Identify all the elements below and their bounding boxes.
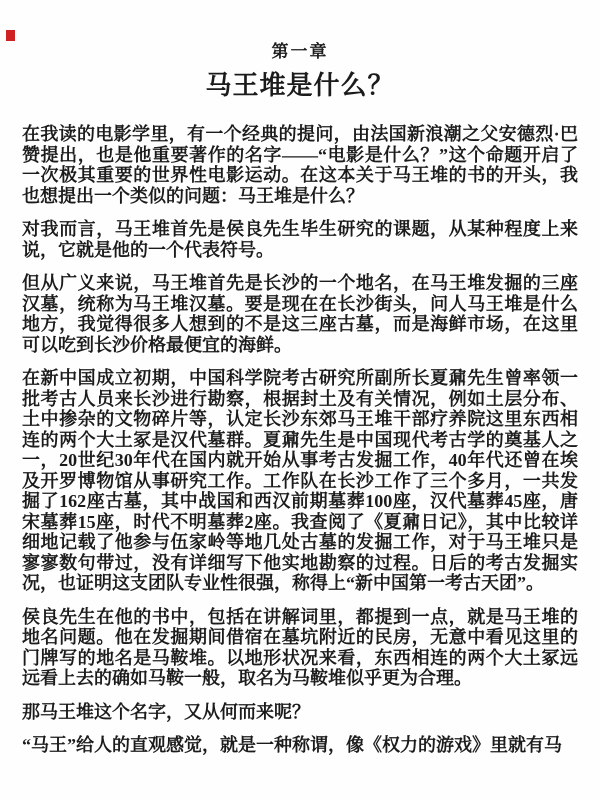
body-text-container bbox=[22, 124, 578, 756]
page-title: 马王堆是什么？ bbox=[205, 71, 395, 100]
red-bookmark-marker bbox=[6, 30, 15, 41]
chapter-label: 第一章 bbox=[271, 42, 329, 61]
paragraph: 在新中国成立初期，中国科学院考古研究所副所长夏鼐先生曾率领一批考古人员来长沙进行勘察，根据封土及有关情况，例如土层分布、土中掺杂的文物碎片等，认定长沙东郊马王堆干部疗养院这里东西相连的两个大土冢是汉代墓群。夏鼐先生是中国现代考古学的奠基人之一，20世纪30年代在国内就开始从事考古发掘工作，40年代还曾在埃及开罗博物馆从事研究工作。工作队在长沙工作了三个多月，一共发掘了162座古墓，其中战国和西汉前期墓葬100座，汉代墓葬45座，唐宋墓葬15座，时代不明墓葬2座。我查阅了《夏鼐日记》，其中比较详细地记载了他参与伍家岭等地几处古墓的发掘工作，对于马王堆只是寥寥数句带过，没有详细写下他实地勘察的过程。日后的考古发掘实况，也证明这支团队专业性很强，称得上“新中国第一考古天团”。 bbox=[22, 368, 578, 593]
paragraph: 对我而言，马王堆首先是侯良先生毕生研究的课题，从某种程度上来说，它就是他的一个代表符号。 bbox=[22, 219, 578, 260]
paragraph: 但从广义来说，马王堆首先是长沙的一个地名，在马王堆发掘的三座汉墓，统称为马王堆汉墓。要是现在在长沙街头，问人马王堆是什么地方，我觉得很多人想到的不是这三座古墓，而是海鲜市场，在这里可以吃到长沙价格最便宜的海鲜。 bbox=[22, 273, 578, 355]
paragraph: 侯良先生在他的书中，包括在讲解词里，都提到一点，就是马王堆的地名问题。他在发掘期间借宿在墓坑附近的民房，无意中看见这里的门牌写的地名是马鞍堆。以地形状况来看，东西相连的两个大土冢远远看上去的确如马鞍一般，取名为马鞍堆似乎更为合理。 bbox=[22, 606, 578, 688]
paragraph: 那马王堆这个名字，又从何而来呢？ bbox=[22, 701, 310, 722]
paragraph: 在我读的电影学里，有一个经典的提问，由法国新浪潮之父安德烈·巴赞提出，也是他重要著作的名字——“电影是什么？”这个命题开启了一次极其重要的世界性电影运动。在这本关于马王堆的书的开头，我也想提出一个类似的问题：马王堆是什么？ bbox=[22, 124, 578, 206]
paragraph: “马王”给人的直观感觉，就是一种称谓，像《权力的游戏》里就有马 bbox=[22, 735, 562, 755]
